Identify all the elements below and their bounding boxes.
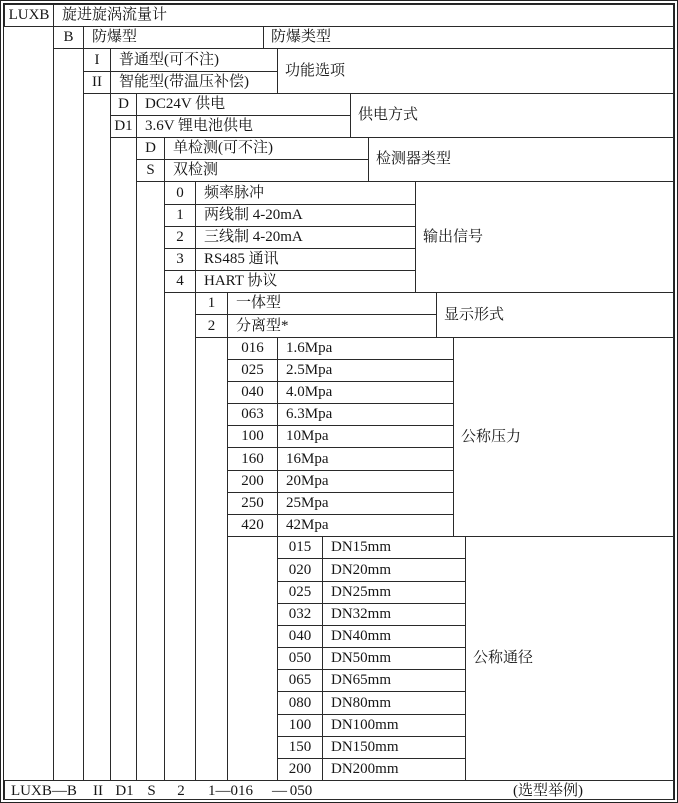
- category-label: 检测器类型: [368, 137, 674, 182]
- option-code: 063: [227, 403, 278, 426]
- ladder-line: [164, 181, 165, 781]
- option-label: 4.0Mpa: [277, 381, 454, 404]
- option-label: 双检测: [164, 159, 369, 182]
- option-code: 200: [277, 758, 323, 781]
- option-label: 10Mpa: [277, 425, 454, 448]
- option-code: D: [110, 93, 137, 116]
- example-row: [4, 780, 674, 800]
- option-label: 分离型*: [227, 314, 437, 338]
- category-label: 显示形式: [436, 292, 674, 338]
- option-label: DN65mm: [322, 669, 466, 692]
- ladder-line: [136, 137, 137, 781]
- option-label: 16Mpa: [277, 447, 454, 471]
- option-label: DN150mm: [322, 736, 466, 759]
- option-code: 065: [277, 669, 323, 692]
- option-label: 42Mpa: [277, 514, 454, 537]
- option-label: 2.5Mpa: [277, 359, 454, 382]
- example-part: II: [93, 783, 103, 799]
- option-code: D1: [110, 115, 137, 138]
- option-code: 1: [164, 204, 196, 227]
- option-label: 频率脉冲: [195, 181, 416, 205]
- option-label: HART 协议: [195, 270, 416, 293]
- option-code: 160: [227, 447, 278, 471]
- option-code: 4: [164, 270, 196, 293]
- ladder-line: [53, 26, 54, 781]
- ladder-line: [110, 93, 111, 781]
- option-label: DN32mm: [322, 603, 466, 626]
- option-code: 250: [227, 492, 278, 515]
- option-code: S: [136, 159, 165, 182]
- category-label: 供电方式: [350, 93, 674, 138]
- option-code: 040: [277, 625, 323, 648]
- category-label: 输出信号: [415, 181, 674, 293]
- option-code: 025: [227, 359, 278, 382]
- example-part: 050: [289, 783, 313, 799]
- option-label: 一体型: [227, 292, 437, 315]
- option-code: 100: [277, 714, 323, 737]
- category-label: 防爆类型: [263, 26, 674, 49]
- option-code: 080: [277, 691, 323, 715]
- option-label: DN200mm: [322, 758, 466, 781]
- option-code: 150: [277, 736, 323, 759]
- option-label: 单检测(可不注): [164, 137, 369, 160]
- category-label: 公称压力: [453, 337, 674, 537]
- option-label: 智能型(带温压补偿): [110, 71, 278, 94]
- option-label: 3.6V 锂电池供电: [136, 115, 351, 138]
- option-label: 25Mpa: [277, 492, 454, 515]
- ladder-line: [83, 48, 84, 781]
- option-code: II: [83, 71, 111, 94]
- option-code: 2: [164, 226, 196, 249]
- example-part: S: [147, 783, 156, 799]
- product-code-cell: LUXB: [4, 4, 54, 27]
- ladder-line: [195, 292, 196, 781]
- option-label: DN40mm: [322, 625, 466, 648]
- option-code: 016: [227, 337, 278, 360]
- option-label: 防爆型: [83, 26, 264, 49]
- category-label: 功能选项: [277, 48, 674, 94]
- option-label: DN100mm: [322, 714, 466, 737]
- option-code: 100: [227, 425, 278, 448]
- option-label: DN15mm: [322, 536, 466, 559]
- example-part: —: [272, 783, 287, 799]
- example-caption: (选型举例): [513, 783, 583, 799]
- option-label: 20Mpa: [277, 470, 454, 493]
- option-code: 420: [227, 514, 278, 537]
- option-code: 2: [195, 314, 228, 338]
- option-label: 普通型(可不注): [110, 48, 278, 72]
- category-label: 公称通径: [465, 536, 674, 781]
- option-code: D: [136, 137, 165, 160]
- option-label: 6.3Mpa: [277, 403, 454, 426]
- option-code: 025: [277, 581, 323, 604]
- option-code: 0: [164, 181, 196, 205]
- option-code: 020: [277, 558, 323, 582]
- option-label: 1.6Mpa: [277, 337, 454, 360]
- option-code: 015: [277, 536, 323, 559]
- option-code: 3: [164, 248, 196, 271]
- option-code: 040: [227, 381, 278, 404]
- option-label: 两线制 4-20mA: [195, 204, 416, 227]
- option-code: I: [83, 48, 111, 72]
- option-label: DN80mm: [322, 691, 466, 715]
- option-label: 三线制 4-20mA: [195, 226, 416, 249]
- product-name-cell: 旋进旋涡流量计: [53, 4, 674, 27]
- option-code: 1: [195, 292, 228, 315]
- option-code: 050: [277, 647, 323, 670]
- option-label: DC24V 供电: [136, 93, 351, 116]
- option-label: DN20mm: [322, 558, 466, 582]
- option-label: DN25mm: [322, 581, 466, 604]
- option-label: DN50mm: [322, 647, 466, 670]
- option-code: 032: [277, 603, 323, 626]
- option-code: B: [53, 26, 84, 49]
- option-label: RS485 通讯: [195, 248, 416, 271]
- ladder-line: [227, 337, 228, 781]
- example-part: 2: [177, 783, 185, 799]
- example-part: D1: [115, 783, 134, 799]
- example-part: 1—016: [208, 783, 253, 799]
- example-part: LUXB—B: [11, 783, 77, 799]
- option-code: 200: [227, 470, 278, 493]
